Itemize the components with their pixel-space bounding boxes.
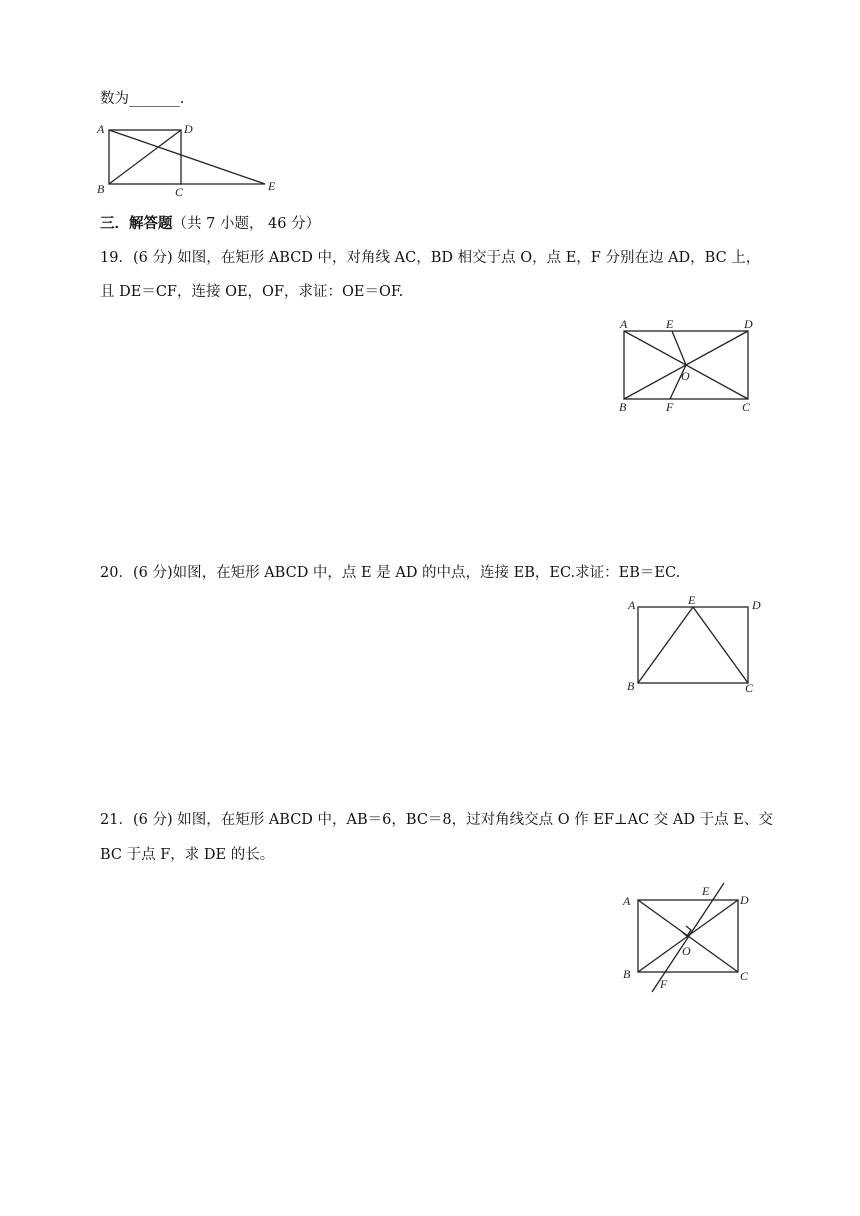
figure-q20-line-ec [693,607,748,683]
figure-q20-label-b: B [627,679,635,693]
figure-q21-label-b: B [623,967,631,981]
intro-line: 数为_______. [100,91,185,107]
figure-top-line-bd [109,130,181,184]
figure-q21-label-f: F [660,977,668,991]
q21-line1: 21．(6 分) 如图，在矩形 ABCD 中，AB＝6，BC＝8，过对角线交点 O 作 EF⊥AC 交 AD 于点 E、交 [100,812,773,828]
figure-q21-label-c: C [740,969,749,983]
figure-q19-label-f: F [666,400,674,414]
figure-top-line-ae [109,130,265,184]
figure-q19 [615,315,765,420]
figure-q21-label-e: E [702,884,710,898]
figure-q20 [622,593,767,698]
figure-q21-label-a: A [623,894,631,908]
figure-q19-label-c: C [742,400,751,414]
figure-top-label-c: C [175,185,184,199]
figure-q21-line-ef [652,883,724,992]
figure-q21-label-d: D [740,893,749,907]
figure-q21-label-o: O [682,944,691,958]
figure-q19-label-d: D [744,317,753,331]
figure-top [95,118,295,204]
figure-q20-line-eb [638,607,693,683]
section-title: 三．解答题 [100,215,173,232]
figure-q19-label-b: B [619,400,627,414]
figure-q20-label-c: C [745,681,754,695]
section-heading [100,214,320,234]
figure-q19-label-o: O [681,369,690,383]
figure-top-label-d: D [184,122,193,136]
figure-q20-rectangle [638,607,748,683]
section-note: （共 7 小题， 46 分） [172,216,321,232]
figure-q19-label-e: E [666,317,674,331]
figure-q20-label-a: A [628,598,636,612]
q19-line1: 19．(6 分) 如图，在矩形 ABCD 中，对角线 AC，BD 相交于点 O，点 E，F 分别在边 AD，BC 上， [100,250,761,266]
figure-q20-label-d: D [752,598,761,612]
figure-top-label-e: E [268,179,276,193]
q20-line1: 20．(6 分)如图，在矩形 ABCD 中，点 E 是 AD 的中点，连接 EB，EC.求证：EB＝EC. [100,565,681,581]
figure-top-label-a: A [97,122,105,136]
figure-q21 [615,880,765,995]
figure-q19-label-a: A [620,317,628,331]
q21-line2: BC 于点 F，求 DE 的长。 [100,847,275,863]
figure-q19-line-eo [672,331,686,365]
figure-q20-label-e: E [688,593,696,607]
q19-line2: 且 DE＝CF，连接 OE，OF，求证：OE＝OF. [100,284,404,300]
figure-top-label-b: B [97,182,105,196]
